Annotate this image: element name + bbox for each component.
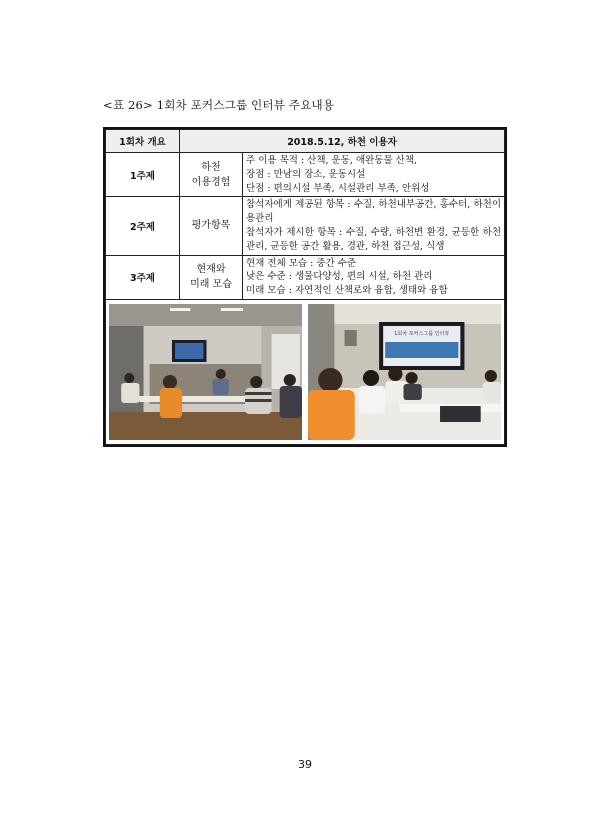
content-cell [243,153,505,197]
topic-cell: 2주제 [106,197,180,255]
subtopic-cell [180,153,243,197]
content-cell [243,255,505,299]
photo-cell [106,299,505,444]
table-row [106,197,505,255]
topic-cell: 1주제 [106,153,180,197]
content-line: 장점 : 만남의 장소, 운동시설 [246,168,366,180]
photo-row [106,299,505,444]
meeting-photo-right [308,304,501,440]
subtopic-cell [180,197,243,255]
table-row [106,255,505,299]
content-line: 현재 전체 모습 : 중간 수준 [246,257,357,269]
header-date-subject: 2018.5.12, 하천 이용자 [180,130,505,153]
subtopic-line: 평가항목 [191,220,231,232]
content-line: 참석자가 제시한 항목 : 수질, 수량, 하천변 환경, 균등한 하천 관리, 균등한 공간 활용, 경관, 하천 접근성, 식생 [246,226,501,252]
content-line: 참석자에게 제공된 항목 : 수질, 하천내부공간, 홍수터, 하천이용관리 [246,199,501,225]
content-cell [243,197,505,255]
screen-title: 1회차 포커스그룹 인터뷰 [394,331,450,337]
content-line: 단점 : 편의시설 부족, 시설관리 부족, 안위성 [246,182,430,194]
content-line: 주 이용 목적 : 산책, 운동, 애완동물 산책, [246,155,418,166]
table-row [106,153,505,197]
content-line: 낮은 수준 : 생물다양성, 편의 시설, 하천 관리 [246,271,433,283]
subtopic-line: 하천 [201,161,221,173]
topic-cell: 3주제 [106,255,180,299]
header-overview: 1회차 개요 [106,130,180,153]
page-number: 39 [298,758,312,771]
subtopic-line: 미래 모습 [190,279,232,291]
content-line: 미래 모습 : 자연적인 산책로와 융합, 생태와 융합 [246,285,448,297]
subtopic-line: 이용경험 [191,176,231,188]
focus-group-table [103,127,507,447]
subtopic-line: 현재와 [196,264,226,276]
meeting-photo-left [109,304,302,440]
table-caption: <표 26> 1회차 포커스그룹 인터뷰 주요내용 [103,98,335,112]
table-header-row [106,130,505,153]
subtopic-cell [180,255,243,299]
